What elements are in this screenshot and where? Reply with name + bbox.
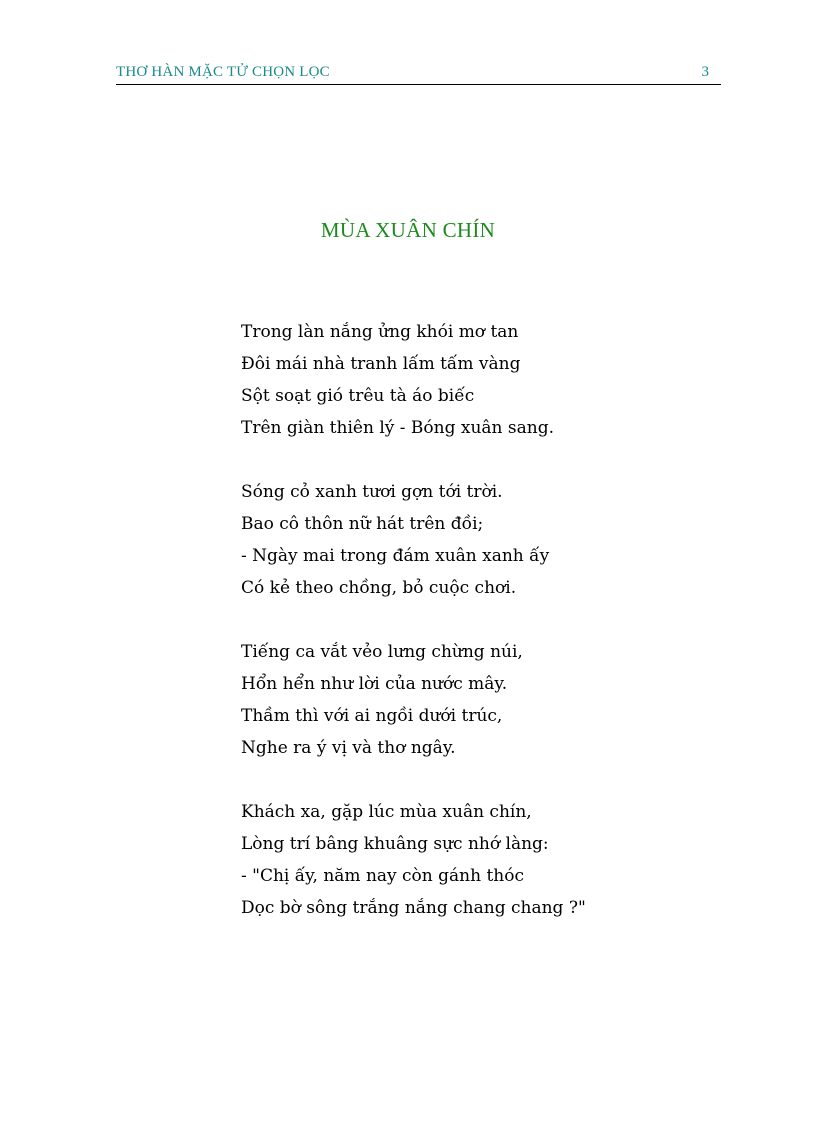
poem-line: Sóng cỏ xanh tươi gợn tới trời. — [241, 482, 503, 502]
poem-line: Lòng trí bâng khuâng sực nhớ làng: — [241, 834, 549, 854]
poem-line: Dọc bờ sông trắng nắng chang chang ?" — [241, 898, 586, 918]
stanza-1 — [241, 316, 721, 444]
poem-line: Hổn hển như lời của nước mây. — [241, 674, 508, 694]
stanza-3 — [241, 636, 721, 764]
poem-line: Tiếng ca vắt vẻo lưng chừng núi, — [241, 642, 523, 662]
poem-line: Có kẻ theo chồng, bỏ cuộc chơi. — [241, 578, 517, 598]
poem-line: Trong làn nắng ửng khói mơ tan — [241, 322, 519, 342]
page-number: 3 — [701, 64, 709, 80]
poem-line: Khách xa, gặp lúc mùa xuân chín, — [241, 802, 532, 822]
poem-line: Thầm thì với ai ngồi dưới trúc, — [241, 706, 503, 726]
stanza-4 — [241, 796, 721, 924]
poem-line: Nghe ra ý vị và thơ ngây. — [241, 738, 456, 758]
poem-line: Trên giàn thiên lý - Bóng xuân sang. — [241, 418, 554, 438]
poem-line: Đôi mái nhà tranh lấm tấm vàng — [241, 354, 521, 374]
poem-line: Sột soạt gió trêu tà áo biếc — [241, 386, 475, 406]
poem-line: - "Chị ấy, năm nay còn gánh thóc — [241, 866, 524, 886]
poem-line: Bao cô thôn nữ hát trên đồi; — [241, 514, 484, 534]
poem-title: MÙA XUÂN CHÍN — [320, 218, 496, 242]
poem-body — [241, 316, 721, 956]
poem-line: - Ngày mai trong đám xuân xanh ấy — [241, 546, 550, 566]
stanza-2 — [241, 476, 721, 604]
page-header — [116, 62, 721, 85]
book-title: THƠ HÀN MẶC TỬ CHỌN LỌC — [116, 64, 330, 80]
